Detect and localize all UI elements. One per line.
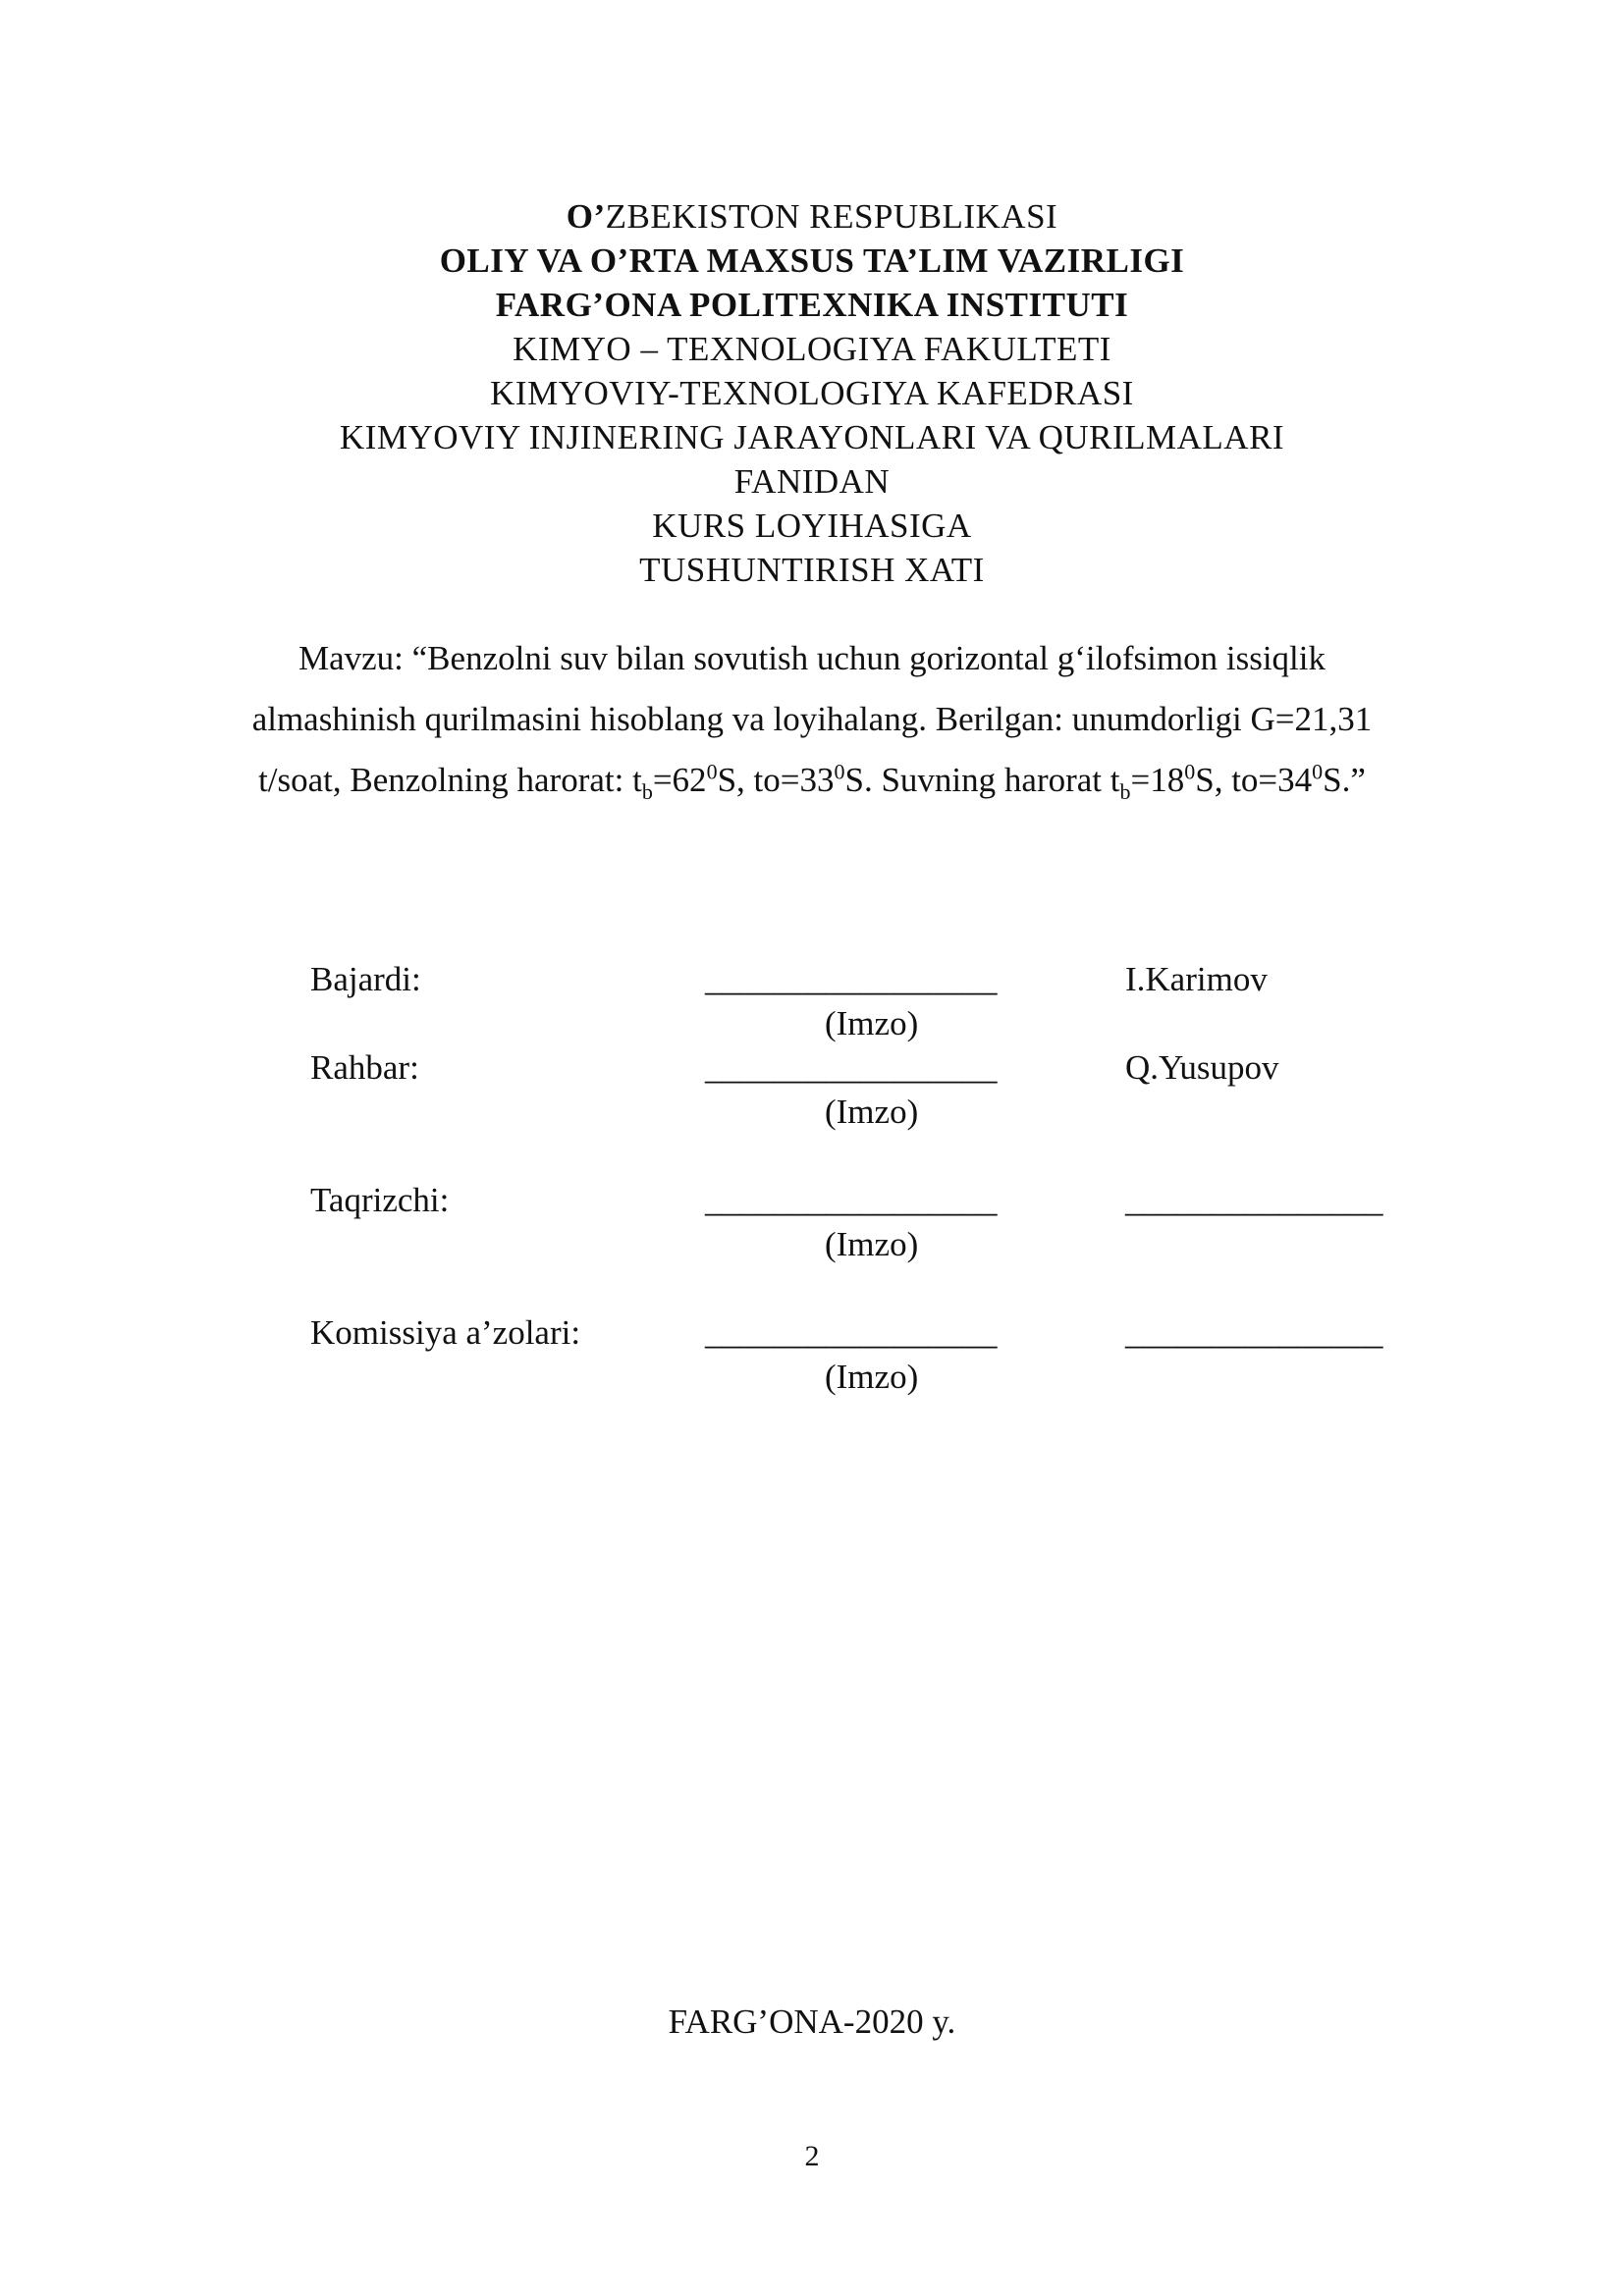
topic-text: t/soat, Benzolning harorat: t: [258, 761, 642, 799]
rahbar-imzo: (Imzo): [825, 1093, 919, 1131]
page-number: 2: [804, 2140, 820, 2172]
topic-subscript: b: [641, 779, 653, 804]
header-line-faculty: KIMYO – TEXNOLOGIYA FAKULTETI: [513, 330, 1111, 368]
bajardi-imzo: (Imzo): [825, 1004, 919, 1042]
header-line-department: KIMYOVIY-TEXNOLOGIYA KAFEDRASI: [490, 374, 1134, 412]
komissiya-imzo: (Imzo): [825, 1358, 919, 1396]
taqrizchi-label: Taqrizchi:: [310, 1181, 450, 1219]
header-line-subject: KIMYOVIY INJINERING JARAYONLARI VA QURILMALARI: [339, 418, 1285, 456]
topic-line-2: almashinish qurilmasini hisoblang va loyihalang. Berilgan: unumdorligi G=21,31: [251, 700, 1373, 738]
topic-text: =62: [652, 761, 707, 799]
topic-text: S, to=34: [1195, 761, 1313, 799]
topic-block: [0, 628, 1624, 811]
taqrizchi-imzo: (Imzo): [825, 1225, 919, 1263]
topic-text: S, to=33: [717, 761, 835, 799]
header-line-ministry: OLIY VA O’RTA MAXSUS TA’LIM VAZIRLIGI: [439, 241, 1185, 280]
topic-superscript: 0: [1312, 759, 1324, 784]
taqrizchi-signature-line: _________________: [705, 1181, 998, 1219]
header-letter: O’: [566, 197, 606, 236]
rahbar-label: Rahbar:: [310, 1048, 419, 1087]
bajardi-label: Bajardi:: [310, 960, 421, 998]
topic-text: S. Suvning harorat t: [844, 761, 1120, 799]
header-line-fanidan: FANIDAN: [733, 462, 891, 501]
document-header: [0, 194, 1624, 592]
topic-text: S.”: [1323, 761, 1366, 799]
taqrizchi-name-line: _______________: [1125, 1181, 1383, 1219]
topic-superscript: 0: [1184, 759, 1196, 784]
topic-superscript: 0: [706, 759, 718, 784]
footer-place-year: FARG’ONA-2020 y.: [668, 2002, 956, 2041]
komissiya-signature-line: _________________: [705, 1313, 998, 1352]
topic-line-1: Mavzu: “Benzolni suv bilan sovutish uchun gorizontal g‘ilofsimon issiqlik: [298, 639, 1326, 677]
header-line-project: KURS LOYIHASIGA: [652, 507, 972, 545]
topic-superscript: 0: [834, 759, 845, 784]
header-line-institute: FARG’ONA POLITEXNIKA INSTITUTI: [495, 286, 1129, 324]
rahbar-name: Q.Yusupov: [1125, 1048, 1279, 1087]
topic-subscript: b: [1119, 779, 1131, 804]
bajardi-signature-line: _________________: [705, 960, 998, 998]
topic-line-3: [0, 750, 1624, 811]
komissiya-name-line: _______________: [1125, 1313, 1383, 1352]
bajardi-name: I.Karimov: [1125, 960, 1268, 998]
header-country-text: ZBEKISTON RESPUBLIKASI: [605, 197, 1058, 236]
header-line-country: [0, 194, 1624, 239]
komissiya-label: Komissiya a’zolari:: [310, 1313, 581, 1352]
rahbar-signature-line: _________________: [705, 1048, 998, 1087]
header-line-note: TUSHUNTIRISH XATI: [639, 551, 985, 589]
topic-text: =18: [1130, 761, 1185, 799]
